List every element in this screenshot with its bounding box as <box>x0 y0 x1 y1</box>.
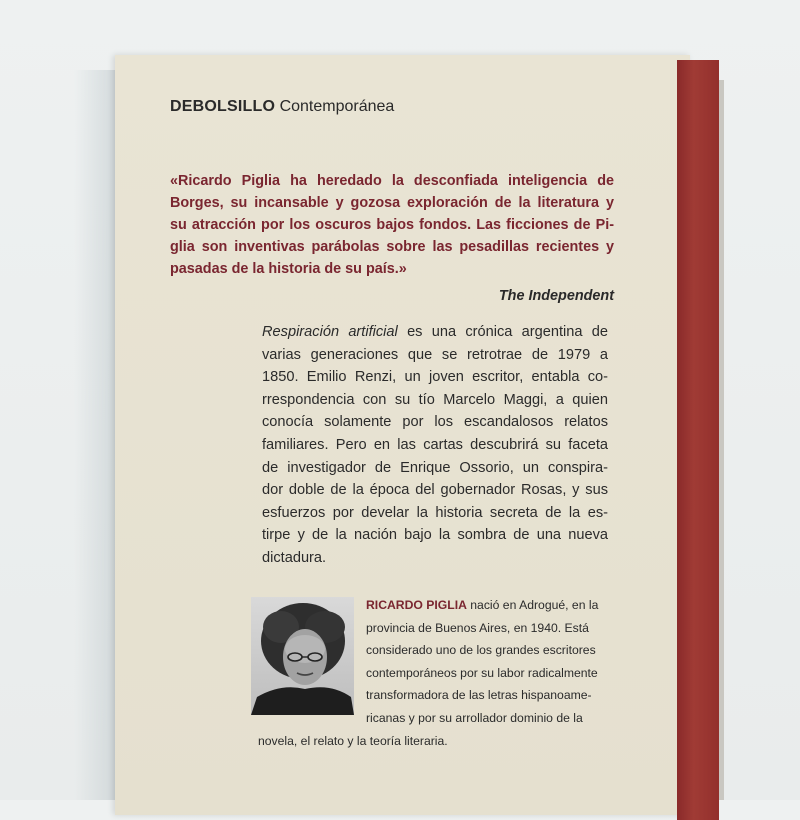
bio-line: transformadora de las letras hispanoame- <box>366 688 592 703</box>
page-edge <box>719 80 724 800</box>
synopsis-line: 1850. Emilio Renzi, un joven escritor, entabla co- <box>262 369 608 386</box>
synopsis-first-line: es una crónica argentina de <box>407 324 608 340</box>
quote-line: pasadas de la historia de su país.» <box>170 261 407 277</box>
synopsis-line <box>262 321 608 344</box>
quote-line: glia son inventivas parábolas sobre las pesadillas recientes y <box>170 239 614 255</box>
bio-line: ricanas y por su arrollador dominio de la <box>366 710 583 725</box>
quote-line: Borges, su incansable y gozosa exploración de la literatura y <box>170 195 614 211</box>
bio-first-line: nació en Adrogué, en la <box>470 598 599 612</box>
synopsis-line: familiares. Pero en las cartas descubrirá su faceta <box>262 436 608 453</box>
bio-line: considerado uno de los grandes escritores <box>366 643 596 658</box>
synopsis-line: varias generaciones que se retrotrae de 1979 a <box>262 346 608 363</box>
synopsis-line: rrespondencia con su tío Marcelo Maggi, a quien <box>262 391 608 408</box>
synopsis-line: conocía solamente por los escandalosos relatos <box>262 414 608 431</box>
bio-line <box>258 594 610 617</box>
publisher-line <box>170 98 394 116</box>
synopsis-line: dor doble de la época del gobernador Rosas, y sus <box>262 482 608 499</box>
bio-line: novela, el relato y la teoría literaria. <box>258 733 448 748</box>
quote-line: «Ricardo Piglia ha heredado la desconfiada inteligencia de <box>170 173 614 189</box>
synopsis-line: dictadura. <box>262 549 327 566</box>
book-spine <box>677 60 719 820</box>
critic-quote <box>170 170 614 280</box>
synopsis <box>262 321 608 570</box>
quote-line: su atracción por los oscuros bajos fondos. Las ficciones de Pi- <box>170 217 614 233</box>
synopsis-line: de investigador de Enrique Ossorio, un conspira- <box>262 459 608 476</box>
quote-source: The Independent <box>498 288 614 304</box>
publisher-brand: DEBOLSILLO <box>170 98 276 115</box>
synopsis-line: tirpe y de la nación bajo la sombra de una nueva <box>262 527 608 544</box>
bio-line: provincia de Buenos Aires, en 1940. Está <box>366 620 589 635</box>
author-name: RICARDO PIGLIA <box>366 598 467 612</box>
author-bio <box>258 594 610 752</box>
publisher-collection: Contemporánea <box>279 98 395 115</box>
bio-line: contemporáneos por su labor radicalmente <box>366 665 598 680</box>
synopsis-line: esfuerzos por develar la historia secreta de la es- <box>262 504 608 521</box>
book-title: Respiración artificial <box>262 324 398 340</box>
